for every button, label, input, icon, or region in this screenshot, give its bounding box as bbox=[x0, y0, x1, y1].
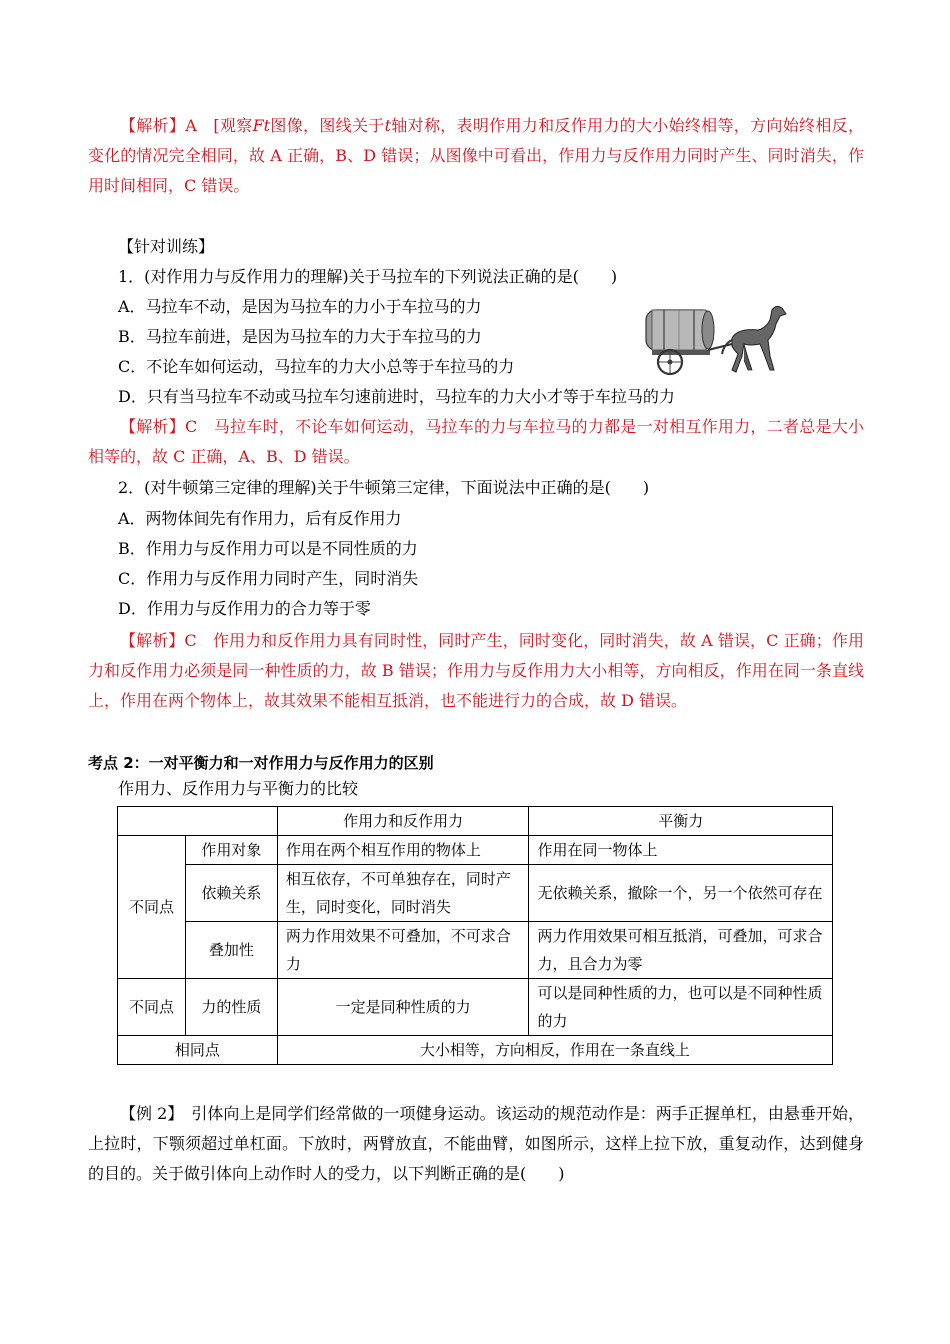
table-header-row bbox=[118, 807, 833, 836]
section-heading: 考点 2：一对平衡力和一对作用力与反作用力的区别 bbox=[88, 754, 434, 772]
cell-depend-b: 无依赖关系，撤除一个，另一个依然可存在 bbox=[529, 865, 833, 922]
analysis-1-tag: 【解析】 bbox=[120, 116, 186, 135]
q2-stem: 2．(对牛顿第三定律的理解)关于牛顿第三定律，下面说法中正确的是( ) bbox=[118, 478, 650, 497]
q2-analysis bbox=[88, 626, 864, 716]
cell-nature-b: 可以是同种性质的力，也可以是不同种性质的力 bbox=[529, 979, 833, 1036]
analysis-1-text-b: 图像，图线关于 bbox=[270, 116, 385, 135]
header-balance: 平衡力 bbox=[529, 807, 833, 836]
q1-stem: 1．(对作用力与反作用力的理解)关于马拉车的下列说法正确的是( ) bbox=[118, 267, 618, 286]
table-row bbox=[118, 922, 833, 979]
row-label-stack: 叠加性 bbox=[185, 922, 277, 979]
table-row bbox=[118, 979, 833, 1036]
cell-stack-a: 两力作用效果不可叠加，不可求合力 bbox=[277, 922, 529, 979]
q1-analysis bbox=[88, 412, 864, 472]
q2-option-a: A．两物体间先有作用力，后有反作用力 bbox=[118, 509, 402, 528]
cell-nature-a: 一定是同种性质的力 bbox=[277, 979, 529, 1036]
q2-option-b: B．作用力与反作用力可以是不同性质的力 bbox=[118, 539, 418, 558]
example-2-tag: 【例 2】 bbox=[120, 1104, 176, 1123]
q1-option-a: A．马拉车不动，是因为马拉车的力小于车拉马的力 bbox=[118, 297, 482, 316]
table-caption: 作用力、反作用力与平衡力的比较 bbox=[118, 779, 359, 798]
analysis-1 bbox=[88, 111, 864, 201]
row-label-nature: 力的性质 bbox=[185, 979, 277, 1036]
analysis-1-text-a: [观察 bbox=[213, 116, 253, 135]
group-diff-cell-2: 不同点 bbox=[118, 979, 186, 1036]
table-row bbox=[118, 836, 833, 865]
cell-depend-a: 相互依存，不可单独存在，同时产生，同时变化，同时消失 bbox=[277, 865, 529, 922]
group-diff-cell: 不同点 bbox=[118, 836, 186, 979]
analysis-1-text-c: 轴对称，表明作用力和反作用力的大小始终相等，方向始终相反，变化的情况完全相同，故 A 正确，B、D 错误；从图像中可看出，作用力与反作用力同时产生、同时消失，作用时间相同，C 错误。 bbox=[88, 116, 864, 195]
row-label-same: 相同点 bbox=[118, 1036, 278, 1065]
example-2 bbox=[88, 1099, 864, 1189]
cell-object-b: 作用在同一物体上 bbox=[529, 836, 833, 865]
horse-cart-image bbox=[640, 298, 790, 380]
q1-analysis-tag: 【解析】 bbox=[120, 417, 186, 436]
q1-option-b: B．马拉车前进，是因为马拉车的力大于车拉马的力 bbox=[118, 327, 482, 346]
example-2-text: 引体向上是同学们经常做的一项健身运动。该运动的规范动作是：两手正握单杠，由悬垂开始，上拉时，下颚须超过单杠面。下放时，两臂放直，不能曲臂，如图所示，这样上拉下放，重复动作，达到健身的目的。关于做引体向上动作时人的受力，以下判断正确的是( ) bbox=[88, 1104, 864, 1183]
q2-option-d: D．作用力与反作用力的合力等于零 bbox=[118, 599, 371, 618]
analysis-1-answer: A bbox=[185, 116, 214, 135]
row-label-object: 作用对象 bbox=[185, 836, 277, 865]
training-title: 【针对训练】 bbox=[118, 237, 215, 256]
q2-analysis-tag: 【解析】 bbox=[120, 631, 185, 650]
t-symbol: t bbox=[384, 116, 392, 135]
q1-analysis-text: C 马拉车时，不论车如何运动，马拉车的力与车拉马的力都是一对相互作用力，二者总是大小相等的，故 C 正确，A、B、D 错误。 bbox=[88, 417, 864, 466]
q1-option-d: D．只有当马拉车不动或马拉车匀速前进时，马拉车的力大小才等于车拉马的力 bbox=[118, 387, 675, 406]
row-label-depend: 依赖关系 bbox=[185, 865, 277, 922]
q1-option-c: C．不论车如何运动，马拉车的力大小总等于车拉马的力 bbox=[118, 357, 515, 376]
ft-symbol: Ft bbox=[252, 116, 271, 135]
q2-analysis-text: C 作用力和反作用力具有同时性，同时产生，同时变化，同时消失，故 A 错误，C 正确；作用力和反作用力必须是同一种性质的力，故 B 错误；作用力与反作用力大小相等，方向相反，作用在同一条直线上，作用在两个物体上，故其效果不能相互抵消，也不能进行力的合成，故 D 错误。 bbox=[88, 631, 864, 710]
table-row bbox=[118, 1036, 833, 1065]
header-action-reaction: 作用力和反作用力 bbox=[277, 807, 529, 836]
cell-object-a: 作用在两个相互作用的物体上 bbox=[277, 836, 529, 865]
q2-option-c: C．作用力与反作用力同时产生，同时消失 bbox=[118, 569, 419, 588]
cell-same: 大小相等，方向相反，作用在一条直线上 bbox=[277, 1036, 832, 1065]
comparison-table bbox=[117, 806, 833, 1065]
cell-stack-b: 两力作用效果可相互抵消，可叠加，可求合力，且合力为零 bbox=[529, 922, 833, 979]
table-corner-cell bbox=[118, 807, 278, 836]
table-row bbox=[118, 865, 833, 922]
